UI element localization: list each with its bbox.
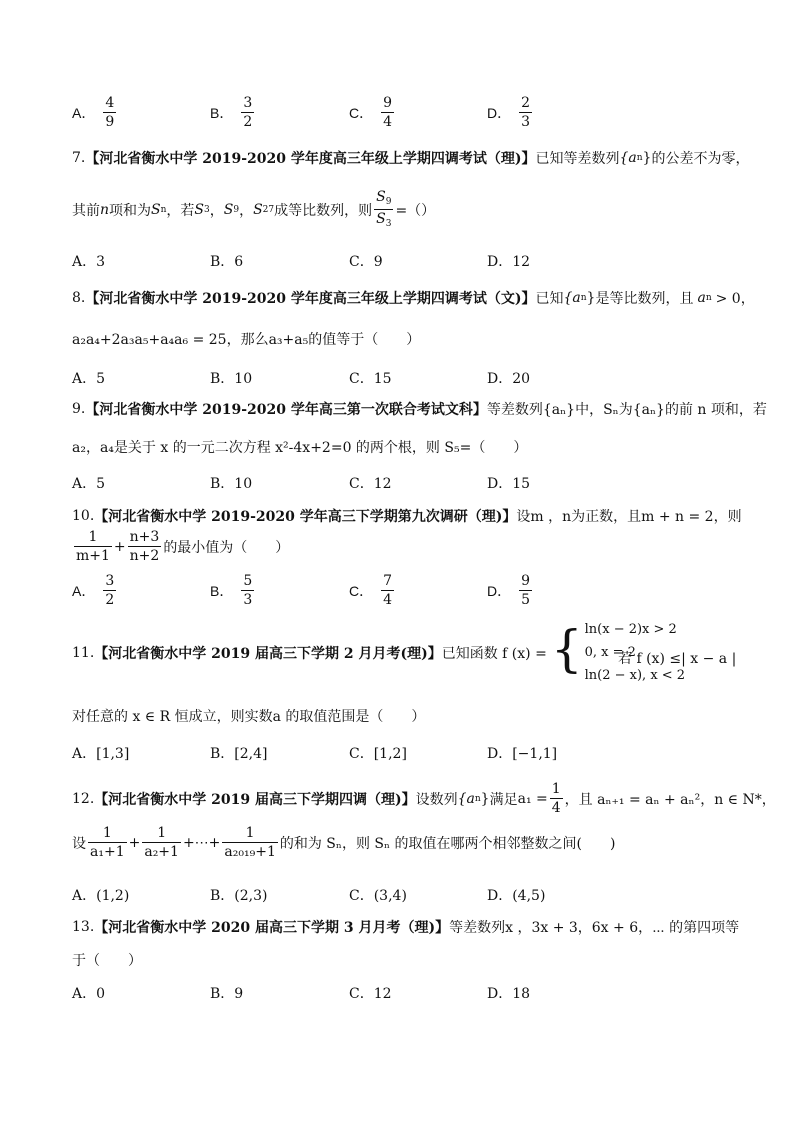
question-text: 项和为	[109, 202, 152, 219]
question-text: 的最小值为（ ）	[163, 539, 290, 556]
question-text: 设	[72, 835, 86, 852]
case: 0, x = 2	[584, 645, 636, 660]
variable: S	[194, 201, 205, 218]
option-c: C．[1,2]	[349, 746, 407, 762]
question-source: 【河北省衡水中学 2019-2020 学年高三下学期第九次调研（理)】	[94, 509, 517, 525]
question-11-line-2	[72, 706, 425, 726]
question-text: a₂，a₄是关于 x 的一元二次方程 x²-4x+2=0 的两个根，则 S₅=（ ）	[72, 440, 528, 456]
question-text: 满足	[489, 791, 518, 808]
question-7-line-1	[72, 148, 749, 168]
question-source: 【河北省衡水中学 2019-2020 学年度高三年级上学期四调考试（理)】	[85, 151, 536, 167]
option-b: B．[2,4]	[210, 746, 268, 762]
fraction: $\frac{n+3}{n+2}$	[129, 529, 160, 564]
question-9-line-1	[72, 399, 767, 419]
fraction: $\frac{S_9}{S_3}$	[376, 189, 392, 229]
question-text: 设数列	[415, 791, 458, 808]
subscript: n	[160, 204, 167, 215]
question-9-line-2	[72, 437, 527, 457]
subscript: n	[636, 153, 643, 163]
variable: n	[100, 201, 110, 218]
case: ln(2 − x), x < 2	[584, 668, 686, 683]
option-c	[349, 96, 396, 129]
option-d: D． $\frac{9}{5}$	[487, 573, 531, 608]
option-a: A．5	[72, 476, 106, 492]
option-b: B．(2,3)	[210, 888, 268, 904]
fraction: $\frac{1}{\text{a₂₀₁₉+1}}$	[224, 825, 276, 860]
question-number: 9.	[72, 401, 86, 417]
fraction: $\frac{1}{m+1}$	[76, 529, 110, 564]
option-b: B． $\frac{5}{3}$	[210, 573, 253, 608]
option-d: D．18	[487, 986, 531, 1002]
question-11-condition	[618, 648, 736, 668]
question-text: 已知函数 f (x) =	[441, 645, 547, 662]
option-d: D．[−1,1]	[487, 746, 558, 762]
question-text: 等差数列{aₙ}中，Sₙ为{aₙ}的前 n 项和，若	[486, 402, 767, 418]
case: ln(x − 2)x > 2	[584, 622, 677, 637]
question-12-line-1: 12. 【河北省衡水中学 2019 届高三下学期四调（理)】 设数列 {a n } 满足 a₁ = $\frac{1}{4}$ ，且 aₙ₊₁ = aₙ + aₙ²，n ∈ N*，	[72, 781, 776, 816]
question-text: =（）	[395, 202, 436, 219]
piecewise-function: { ln(x − 2)x > 2 0, x = 2 ln(2 − x), x < 2	[551, 618, 685, 687]
question-text: 的公差不为零，	[651, 151, 750, 167]
option-d: D．12	[487, 254, 531, 270]
subscript: 27	[262, 204, 275, 215]
fraction: $\frac{2}{3}$	[521, 95, 531, 130]
option-a: A．(1,2)	[72, 888, 130, 904]
option-a: A． $\frac{3}{2}$	[72, 573, 115, 608]
question-10-line-2	[72, 530, 289, 563]
question-text: 其前	[72, 202, 100, 219]
ellipsis: +⋯+	[182, 834, 221, 851]
question-source: 【河北省衡水中学 2019-2020 学年度高三年级上学期四调考试（文)】	[85, 291, 536, 307]
option-c: C．9	[349, 254, 383, 270]
sequence-symbol: {a	[563, 290, 581, 306]
option-label: A．	[72, 104, 96, 121]
question-8-line-2	[72, 329, 420, 349]
math: a₁ =	[517, 790, 548, 807]
option-c: C．12	[349, 476, 392, 492]
option-label: B．	[210, 104, 234, 121]
sequence-symbol: {a	[619, 150, 637, 166]
question-text: 的和为 Sₙ，则 Sₙ 的取值在哪两个相邻整数之间( )	[279, 835, 616, 852]
fraction: $\frac{3}{2}$	[243, 95, 253, 130]
question-source: 【河北省衡水中学 2019-2020 学年高三第一次联合考试文科】	[85, 402, 487, 418]
option-a: A．3	[72, 254, 106, 270]
variable: S	[151, 201, 161, 218]
question-number: 12.	[72, 790, 95, 807]
option-b	[210, 96, 256, 129]
question-text: 已知	[535, 291, 564, 307]
question-10-line-1	[72, 506, 742, 526]
option-b: B．10	[210, 371, 253, 387]
question-text: 对任意的 x ∈ R 恒成立，则实数a 的取值范围是（ ）	[72, 709, 426, 725]
option-d: D．15	[487, 476, 531, 492]
option-d: D．20	[487, 371, 531, 387]
question-source: 【河北省衡水中学 2019 届高三下学期 2 月月考(理)】	[94, 645, 442, 662]
option-c: C．12	[349, 986, 392, 1002]
option-a: A．[1,3]	[72, 746, 130, 762]
question-13-line-1	[72, 917, 739, 937]
option-c: C．15	[349, 371, 392, 387]
fraction: $\frac{4}{9}$	[105, 95, 115, 130]
option-a: A．5	[72, 371, 106, 387]
question-source: 【河北省衡水中学 2019 届高三下学期四调（理)】	[94, 791, 416, 808]
question-number: 8.	[72, 290, 86, 306]
variable: S	[253, 201, 263, 218]
option-b: B．6	[210, 254, 244, 270]
option-label: C．	[349, 104, 374, 121]
question-text: 成等比数列，则	[274, 202, 373, 219]
option-label: D．	[487, 104, 512, 121]
option-a: A．0	[72, 986, 106, 1002]
option-b: B．10	[210, 476, 253, 492]
question-7-line-2: 其前 n 项和为 S n ，若 S 3 ， S 9 ， S 27 成等比数列，则 $\frac{S_9}{S_3}$ =（）	[72, 189, 436, 229]
question-13-line-2	[72, 950, 142, 970]
question-source: 【河北省衡水中学 2020 届高三下学期 3 月月考（理)】	[94, 920, 450, 936]
question-text: 是等比数列，且	[595, 291, 694, 307]
fraction: $\frac{1}{4}$	[551, 781, 561, 816]
subscript: 3	[204, 204, 210, 215]
fraction: $\frac{1}{\text{a₁+1}}$	[90, 825, 125, 860]
question-text: 于（ ）	[72, 953, 142, 969]
question-text: ，若	[166, 202, 195, 219]
option-c: C． $\frac{7}{4}$	[349, 573, 393, 608]
option-a	[72, 96, 118, 129]
question-text: ，且 aₙ₊₁ = aₙ + aₙ²，n ∈ N*，	[564, 791, 776, 808]
question-number: 10.	[72, 508, 95, 524]
option-b: B．9	[210, 986, 244, 1002]
question-text: 等差数列x ，3x + 3，6x + 6，⋯ 的第四项等	[449, 920, 740, 936]
question-text: 已知等差数列	[535, 151, 620, 167]
option-d	[487, 96, 534, 129]
option-c: C．(3,4)	[349, 888, 407, 904]
brace-close: }	[642, 150, 652, 166]
question-text: > 0，	[715, 291, 755, 307]
variable: S	[223, 201, 234, 218]
subscript: 9	[233, 204, 240, 215]
question-number: 13.	[72, 919, 95, 935]
question-text: a₂a₄+2a₃a₅+a₄a₆ = 25，那么a₃+a₅的值等于（ ）	[72, 332, 421, 348]
fraction: $\frac{9}{4}$	[383, 95, 393, 130]
plus-sign: +	[113, 538, 126, 555]
fraction: $\frac{1}{\text{a₂+1}}$	[144, 825, 179, 860]
question-12-line-2: 设 $\frac{1}{\text{a₁+1}}$ + $\frac{1}{\text{a₂+1}}$ +⋯+ $\frac{1}{\text{a₂₀₁₉+1}}$ 的和为 Sₙ，则 Sₙ 的取值在哪两个相邻整数之间( )	[72, 825, 616, 860]
option-d: D．(4,5)	[487, 888, 546, 904]
question-text: 设m ，n为正数，且m + n = 2，则	[516, 509, 742, 525]
question-number: 11.	[72, 644, 95, 661]
question-11-line-1	[72, 618, 685, 687]
question-number: 7.	[72, 150, 86, 166]
question-text: 若 f (x) ≤| x − a |	[618, 651, 737, 667]
question-8-line-1: 8. 【河北省衡水中学 2019-2020 学年度高三年级上学期四调考试（文)】 已知 {a n } 是等比数列，且 a n > 0，	[72, 290, 755, 307]
